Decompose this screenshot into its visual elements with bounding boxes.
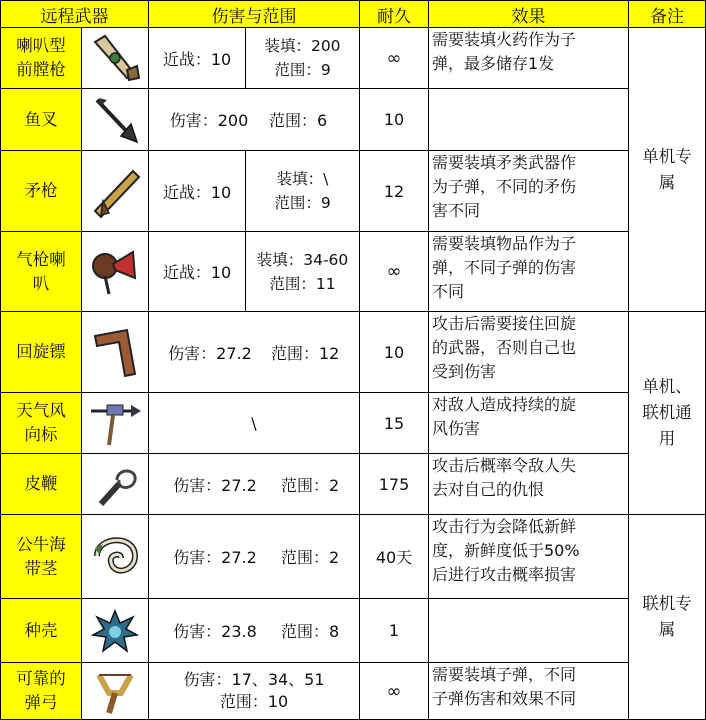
- load-range-cell: 装填：200 范围：9: [246, 28, 360, 89]
- weapon-name: 种壳: [1, 599, 82, 663]
- blunderbuss-icon: [82, 28, 149, 89]
- weapon-name: 矛枪: [1, 151, 82, 232]
- table-row: [1, 232, 706, 312]
- header-weapon: 远程武器: [1, 1, 149, 28]
- header-damage-range: 伤害与范围: [149, 1, 360, 28]
- damage-range-cell: 伤害：27.2 范围：2: [149, 454, 360, 515]
- weather-vane-icon: [82, 393, 149, 454]
- damage-range-cell: 伤害：17、34、51 范围：10: [149, 663, 360, 720]
- header-note: 备注: [629, 1, 706, 28]
- damage-range-cell: \: [149, 393, 360, 454]
- effect-text: 需要装填矛类武器作 为子弹，不同的矛伤 害不同: [429, 151, 629, 232]
- damage-range-cell: 伤害：23.8 范围：8: [149, 599, 360, 663]
- effect-text: 对敌人造成持续的旋 风伤害: [429, 393, 629, 454]
- durability-value: ∞: [360, 28, 429, 89]
- spear-gun-icon: [82, 151, 149, 232]
- effect-text: 攻击行为会降低新鲜 度，新鲜度低于50% 后进行攻击概率损害: [429, 515, 629, 599]
- durability-value: 175: [360, 454, 429, 515]
- load-range-cell: 装填：\ 范围：9: [246, 151, 360, 232]
- effect-text: [429, 599, 629, 663]
- effect-text: 需要装填物品作为子 弹，不同子弹的伤害 不同: [429, 232, 629, 312]
- durability-value: 40天: [360, 515, 429, 599]
- table-row: [1, 28, 706, 89]
- note-shared: 单机、 联机通 用: [629, 312, 706, 515]
- table-row: [1, 599, 706, 663]
- durability-value: 1: [360, 599, 429, 663]
- durability-value: ∞: [360, 232, 429, 312]
- header-row: [1, 1, 706, 28]
- damage-range-cell: 伤害：27.2 范围：12: [149, 312, 360, 393]
- effect-text: 攻击后概率令敌人失 去对自己的仇恨: [429, 454, 629, 515]
- note-single-player: 单机专 属: [629, 28, 706, 312]
- effect-text: 需要装填火药作为子 弹，最多储存1发: [429, 28, 629, 89]
- durability-value: 15: [360, 393, 429, 454]
- melee-value: 近战：10: [149, 232, 246, 312]
- melee-value: 近战：10: [149, 28, 246, 89]
- weapon-name: 气枪喇 叭: [1, 232, 82, 312]
- whip-icon: [82, 454, 149, 515]
- table-row: [1, 89, 706, 151]
- table-row: [1, 663, 706, 720]
- damage-range-cell: 伤害：200 范围：6: [149, 89, 360, 151]
- durability-value: ∞: [360, 663, 429, 720]
- header-durability: 耐久: [360, 1, 429, 28]
- table-row: [1, 515, 706, 599]
- durability-value: 10: [360, 312, 429, 393]
- durability-value: 12: [360, 151, 429, 232]
- damage-range-cell: 伤害：27.2 范围：2: [149, 515, 360, 599]
- table-row: [1, 312, 706, 393]
- table-row: [1, 393, 706, 454]
- weapon-name: 皮鞭: [1, 454, 82, 515]
- weapon-name: 鱼叉: [1, 89, 82, 151]
- effect-text: 攻击后需要接住回旋 的武器，否则自己也 受到伤害: [429, 312, 629, 393]
- table-row: [1, 151, 706, 232]
- boomerang-icon: [82, 312, 149, 393]
- weapon-name: 可靠的 弹弓: [1, 663, 82, 720]
- slingshot-icon: [82, 663, 149, 720]
- effect-text: [429, 89, 629, 151]
- durability-value: 10: [360, 89, 429, 151]
- melee-value: 近战：10: [149, 151, 246, 232]
- weapon-name: 公牛海 带茎: [1, 515, 82, 599]
- header-effect: 效果: [429, 1, 629, 28]
- note-multiplayer: 联机专 属: [629, 515, 706, 720]
- seed-shell-icon: [82, 599, 149, 663]
- load-range-cell: 装填：34-60 范围：11: [246, 232, 360, 312]
- table-row: [1, 454, 706, 515]
- weapon-name: 喇叭型 前膛枪: [1, 28, 82, 89]
- trumpet-gun-icon: [82, 232, 149, 312]
- weapon-name: 天气风 向标: [1, 393, 82, 454]
- weapon-name: 回旋镖: [1, 312, 82, 393]
- harpoon-icon: [82, 89, 149, 151]
- bull-kelp-icon: [82, 515, 149, 599]
- effect-text: 需要装填子弹，不同 子弹伤害和效果不同: [429, 663, 629, 720]
